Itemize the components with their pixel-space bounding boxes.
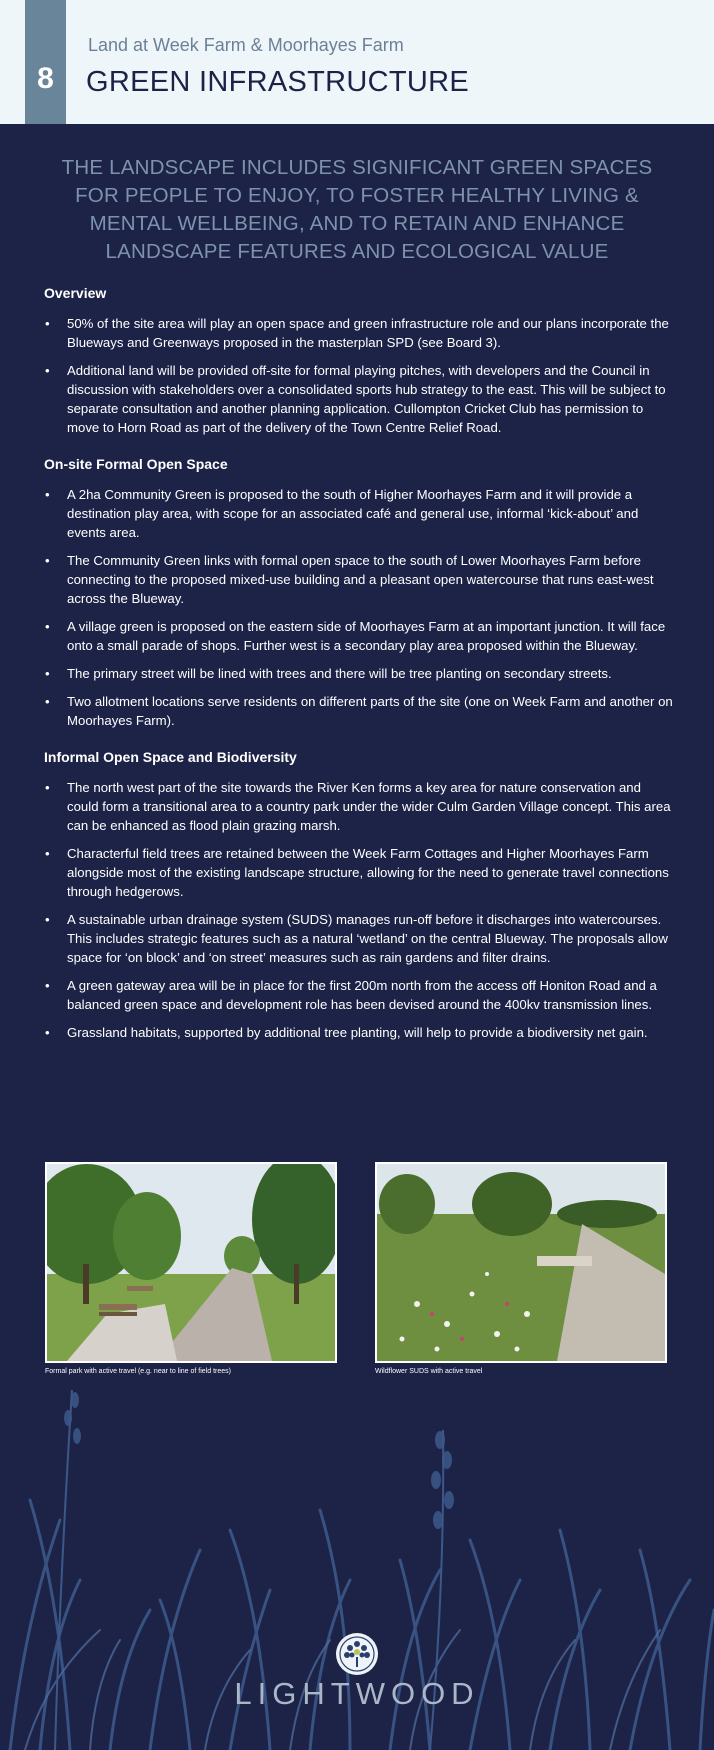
list-item: • A village green is proposed on the eastern side of Moorhayes Farm at an important junction. It will face onto a small parade of shops. Further west is a secondary play area proposed within the Blueway. (44, 617, 676, 655)
list-item: • A green gateway area will be in place for the first 200m north from the access off Honiton Road and a balanced green space and development role has been devised around the 400kv transmission lines. (44, 976, 676, 1014)
list-item: • Additional land will be provided off-site for formal playing pitches, with developers and the Council in discussion with stakeholders over a consolidated sports hub strategy to the east. This will be subject to separate consultation and another planning application. Cullompton Cricket Club has permission to move to Horn Road as part of the delivery of the Town Centre Relief Road. (44, 361, 676, 437)
park-illustration (47, 1164, 335, 1361)
brand-name: LIGHTWOOD (234, 1676, 480, 1711)
list-item: • A sustainable urban drainage system (SUDS) manages run-off before it discharges into watercourses. This includes strategic features such as a natural ‘wetland’ on the central Blueway. The proposals allow space for ‘on block’ and ‘on street’ measures such as rain gardens and filter drains. (44, 910, 676, 967)
list-item: • The north west part of the site towards the River Ken forms a key area for nature conservation and could form a transitional area to a country park under the wider Culm Garden Village concept. This area can be enhanced as flood plain grazing marsh. (44, 778, 676, 835)
section-overview (44, 284, 676, 437)
list-item: • 50% of the site area will play an open space and green infrastructure role and our plans incorporate the Blueways and Greenways proposed in the masterplan SPD (see Board 3). (44, 314, 676, 352)
page-header (0, 0, 714, 124)
section-heading: On-site Formal Open Space (44, 456, 228, 472)
photo-caption: Wildflower SUDS with active travel (375, 1368, 483, 1375)
content-sections (44, 284, 676, 1060)
photo-caption: Formal park with active travel (e.g. near to line of field trees) (45, 1368, 231, 1375)
site-subtitle: Land at Week Farm & Moorhayes Farm (88, 35, 404, 55)
list-item: • The Community Green links with formal open space to the south of Lower Moorhayes Farm before connecting to the proposed mixed-use building and a pleasant open watercourse that runs east-west across the Blueway. (44, 551, 676, 608)
list-item: • Characterful field trees are retained between the Week Farm Cottages and Higher Moorhayes Farm alongside most of the existing landscape structure, allowing for the need to generate travel connections through hedgerows. (44, 844, 676, 901)
lightwood-emblem-icon (331, 1632, 383, 1676)
photo-wildflower-suds (375, 1162, 667, 1363)
bullet-list (44, 778, 676, 1042)
list-item: • The primary street will be lined with trees and there will be tree planting on secondary streets. (44, 664, 676, 683)
photo-formal-park (45, 1162, 337, 1363)
section-heading: Informal Open Space and Biodiversity (44, 749, 297, 765)
section-formal-open-space (44, 455, 676, 730)
headline-statement: THE LANDSCAPE INCLUDES SIGNIFICANT GREEN SPACES FOR PEOPLE TO ENJOY, TO FOSTER HEALTHY LIVING & MENTAL WELLBEING, AND TO RETAIN AND ENHANCE LANDSCAPE FEATURES AND ECOLOGICAL VALUE (61, 156, 653, 263)
list-item: • Two allotment locations serve residents on different parts of the site (one on Week Farm and another on Moorhayes Farm). (44, 692, 676, 730)
list-item: • Grassland habitats, supported by additional tree planting, will help to provide a biodiversity net gain. (44, 1023, 676, 1042)
section-informal-open-space (44, 748, 676, 1042)
page-title: GREEN INFRASTRUCTURE (86, 66, 470, 98)
suds-illustration (377, 1164, 665, 1361)
bullet-list (44, 485, 676, 730)
board-number: 8 (37, 62, 54, 95)
board-number-tab (25, 0, 66, 124)
bullet-list (44, 314, 676, 437)
list-item: • A 2ha Community Green is proposed to the south of Higher Moorhayes Farm and it will provide a destination play area, with scope for an associated café and general use, informal ‘kick-about’ and events area. (44, 485, 676, 542)
section-heading: Overview (44, 285, 107, 301)
